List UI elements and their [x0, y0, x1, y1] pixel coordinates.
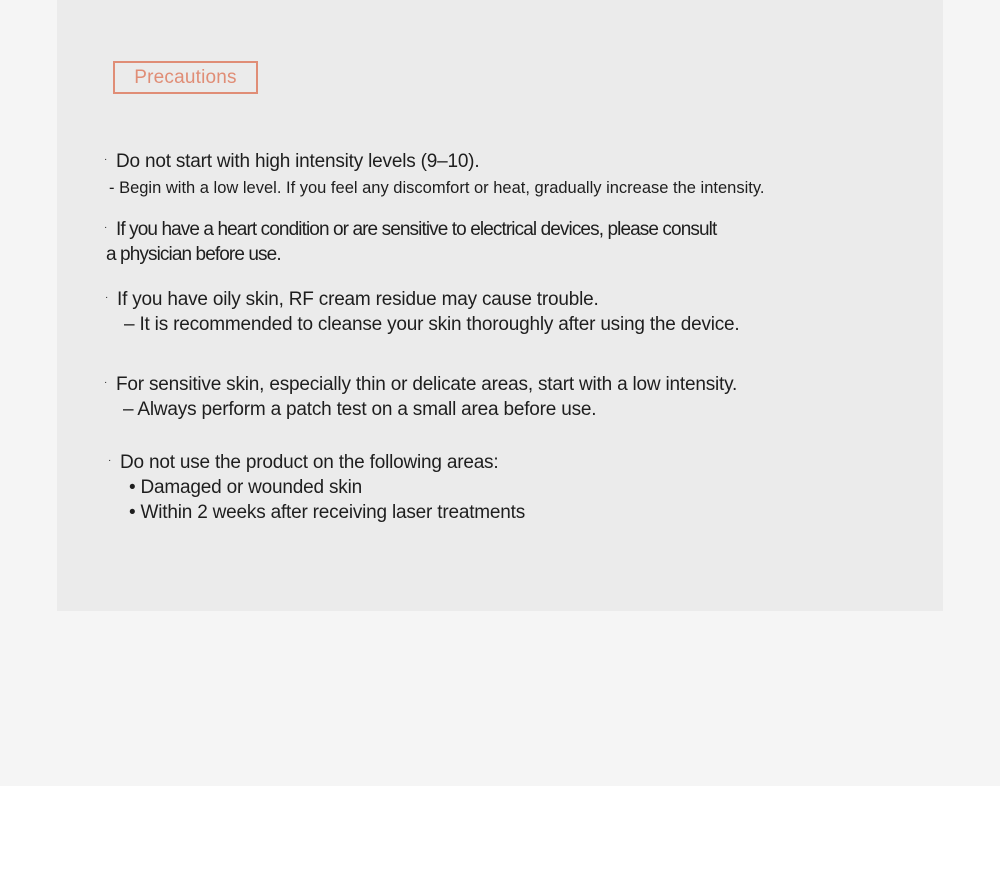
precaution-subtext: – It is recommended to cleanse your skin thoroughly after using the device.	[124, 314, 740, 335]
precaution-item-4	[104, 372, 737, 397]
bullet-dot-icon: ·	[108, 455, 112, 467]
bullet-dot-icon: ·	[104, 377, 108, 389]
precaution-subtext: – Always perform a patch test on a small area before use.	[123, 399, 597, 420]
precaution-list-item: • Within 2 weeks after receiving laser treatments	[129, 502, 526, 523]
precaution-subtext: - Begin with a low level. If you feel any discomfort or heat, gradually increase the intensity.	[109, 179, 765, 197]
precaution-text: Do not start with high intensity levels (9–10).	[116, 151, 480, 172]
precaution-item-5	[108, 450, 498, 475]
precautions-panel	[57, 0, 943, 611]
precaution-list-item: • Damaged or wounded skin	[129, 477, 362, 498]
precaution-text: Do not use the product on the following areas:	[120, 452, 499, 473]
precaution-text: For sensitive skin, especially thin or delicate areas, start with a low intensity.	[116, 374, 738, 395]
precaution-item-1	[104, 149, 479, 174]
precautions-badge: Precautions	[113, 61, 258, 94]
precaution-item-2	[104, 217, 716, 242]
precaution-item-3	[105, 287, 599, 312]
precaution-text: If you have oily skin, RF cream residue may cause trouble.	[117, 289, 599, 310]
bullet-dot-icon: ·	[105, 292, 109, 304]
bullet-dot-icon: ·	[104, 154, 108, 166]
precaution-continuation: a physician before use.	[106, 244, 281, 265]
bullet-dot-icon: ·	[104, 222, 107, 234]
precaution-text: If you have a heart condition or are sensitive to electrical devices, please consult	[116, 219, 717, 240]
